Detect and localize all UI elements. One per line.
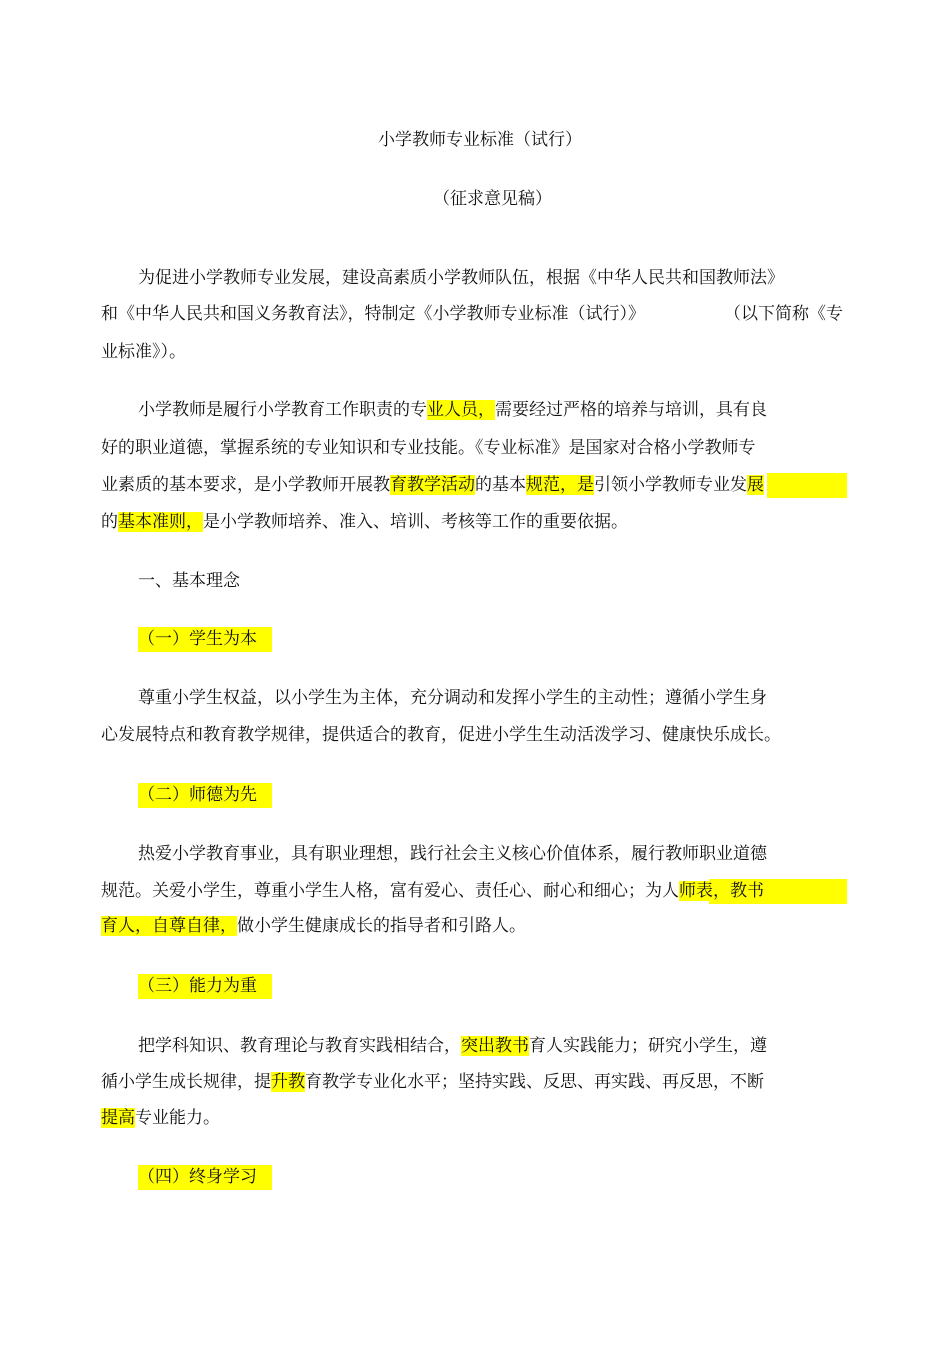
para2-text: 的 — [101, 512, 118, 532]
subsection-label: （二）师德为先 — [138, 783, 272, 808]
s3-text: 把学科知识、教育理论与教育实践相结合， — [138, 1036, 461, 1056]
subsection-label: （一）学生为本 — [138, 627, 272, 652]
s3-highlight: 突出教书 — [461, 1036, 529, 1056]
s3-highlight: 升教 — [271, 1072, 305, 1092]
subsection-label: （四）终身学习 — [138, 1165, 272, 1190]
s1-line-2: 心发展特点和教育教学规律，提供适合的教育，促进小学生生动活泼学习、健康快乐成长。 — [101, 725, 781, 745]
s3-line-1 — [138, 1034, 767, 1058]
para2-text: 引领小学教师专业发 — [594, 475, 747, 495]
s3-line-3 — [101, 1106, 220, 1130]
intro-line-2a: 和《中华人民共和国义务教育法》，特制定《小学教师专业标准（试行）》 — [101, 304, 645, 324]
s2-highlight: 育人，自尊自律， — [101, 916, 237, 936]
para2-highlight: 规范，是 — [526, 475, 594, 495]
section-heading: 一、基本理念 — [138, 571, 240, 591]
document-title: 小学教师专业标准（试行） — [378, 130, 582, 150]
s2-line-1: 热爱小学教育事业，具有职业理想，践行社会主义核心价值体系，履行教师职业道德 — [138, 844, 767, 864]
s2-line-3 — [101, 914, 526, 938]
s2-text: 规范。关爱小学生，尊重小学生人格，富有爱心、责任心、耐心和细心；为人 — [101, 881, 679, 901]
s3-text: 育人实践能力；研究小学生，遵 — [529, 1036, 767, 1056]
s1-line-1: 尊重小学生权益，以小学生为主体，充分调动和发挥小学生的主动性；遵循小学生身 — [138, 688, 767, 708]
para2-text: 是小学教师培养、准入、培训、考核等工作的重要依据。 — [203, 512, 628, 532]
document-subtitle: （征求意见稿） — [433, 189, 552, 209]
s2-highlight: 师表，教书 — [679, 881, 764, 901]
para2-text: 业素质的基本要求，是小学教师开展教 — [101, 475, 390, 495]
para2-text: 小学教师是履行小学教育工作职责的专 — [138, 400, 427, 420]
s3-line-2 — [101, 1070, 764, 1094]
highlight-band — [767, 473, 847, 498]
para2-line-1 — [138, 398, 767, 422]
para2-highlight: 业人员， — [427, 400, 495, 420]
para2-text: 需要经过严格的培养与培训，具有良 — [495, 400, 767, 420]
para2-highlight: 展 — [747, 475, 764, 495]
para2-text: 的基本 — [475, 475, 526, 495]
para2-line-2: 好的职业道德，掌握系统的专业知识和专业技能。《专业标准》是国家对合格小学教师专 — [101, 438, 756, 458]
s2-line-2 — [101, 879, 764, 903]
para2-highlight: 育教学活动 — [390, 475, 475, 495]
para2-line-3 — [101, 473, 764, 497]
intro-line-3: 业标准》）。 — [101, 342, 186, 362]
para2-highlight: 基本准则， — [118, 512, 203, 532]
para2-line-4 — [101, 510, 628, 534]
s2-text: 做小学生健康成长的指导者和引路人。 — [237, 916, 526, 936]
s3-text: 循小学生成长规律，提 — [101, 1072, 271, 1092]
s3-text: 专业能力。 — [135, 1108, 220, 1128]
intro-line-2b: （以下简称《专 — [724, 304, 843, 324]
intro-line-1: 为促进小学教师专业发展，建设高素质小学教师队伍，根据《中华人民共和国教师法》 — [138, 268, 784, 288]
s3-highlight: 提高 — [101, 1108, 135, 1128]
subsection-label: （三）能力为重 — [138, 974, 272, 999]
s3-text: 育教学专业化水平；坚持实践、反思、再实践、再反思，不断 — [305, 1072, 764, 1092]
